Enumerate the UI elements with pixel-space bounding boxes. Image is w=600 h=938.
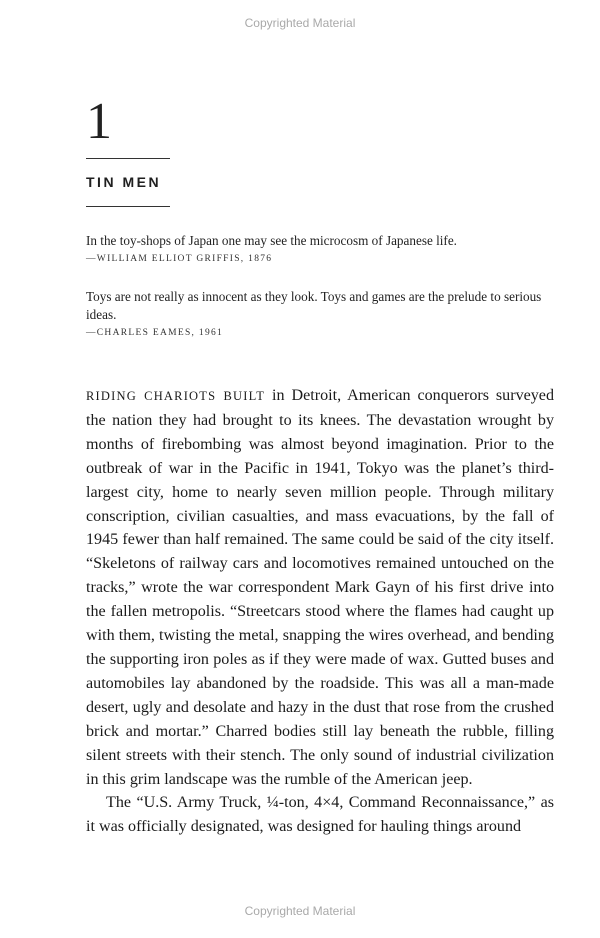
chapter-number: 1 — [86, 93, 112, 150]
copyright-watermark-top: Copyrighted Material — [244, 16, 356, 30]
chapter-divider-bottom — [86, 206, 170, 207]
epigraph-attribution: —CHARLES EAMES, 1961 — [86, 328, 224, 338]
chapter-title: TIN MEN — [86, 174, 162, 190]
chapter-divider-top — [86, 158, 170, 159]
paragraph-text: in Detroit, American conquerors surveyed the nation they had brought to its knees. The devastation wrought by months of firebombing was almost beyond imagination. Prior to the outbreak of war in the Pacific in 1941, Tokyo was the planet’s third-largest city, home to nearly seven million people. Through military conscription, civilian casualties, and mass evacuations, by the fall of 1945 fewer than half remained. The same could be said of the city itself. “Skeletons of railway cars and locomotives remained untouched on the tracks,” wrote the war correspondent Mark Gayn of his first drive into the fallen metropolis. “Streetcars stood where the flames had caught up with them, twisting the metal, snapping the wires overhead, and bending the supporting iron poles as if they were made of wax. Gutted buses and automobiles lay abandoned by the roadside. This was all a man-made desert, ugly and desolate and hazy in the dust that rose from the crushed brick and mortar.” Charred bodies still lay beneath the rubble, filling silent streets with their stench. The only sound of industrial civilization in this grim landscape was the rumble of the American jeep. — [86, 387, 554, 788]
lead-in-small-caps: RIDING CHARIOTS BUILT — [86, 389, 266, 403]
epigraph-quote: Toys are not really as innocent as they look. Toys and games are the prelude to serious ideas. — [86, 289, 542, 322]
copyright-watermark-bottom: Copyrighted Material — [244, 904, 356, 918]
chapter-body — [86, 384, 554, 839]
epigraph-griffis — [86, 232, 556, 264]
epigraph-attribution: —WILLIAM ELLIOT GRIFFIS, 1876 — [86, 254, 273, 264]
body-paragraph — [86, 384, 554, 791]
epigraph-quote: In the toy-shops of Japan one may see the microcosm of Japanese life. — [86, 233, 457, 248]
body-paragraph: The “U.S. Army Truck, ¼-ton, 4×4, Command Reconnaissance,” as it was officially designated, was designed for hauling things around — [86, 794, 554, 836]
epigraph-eames — [86, 288, 556, 338]
